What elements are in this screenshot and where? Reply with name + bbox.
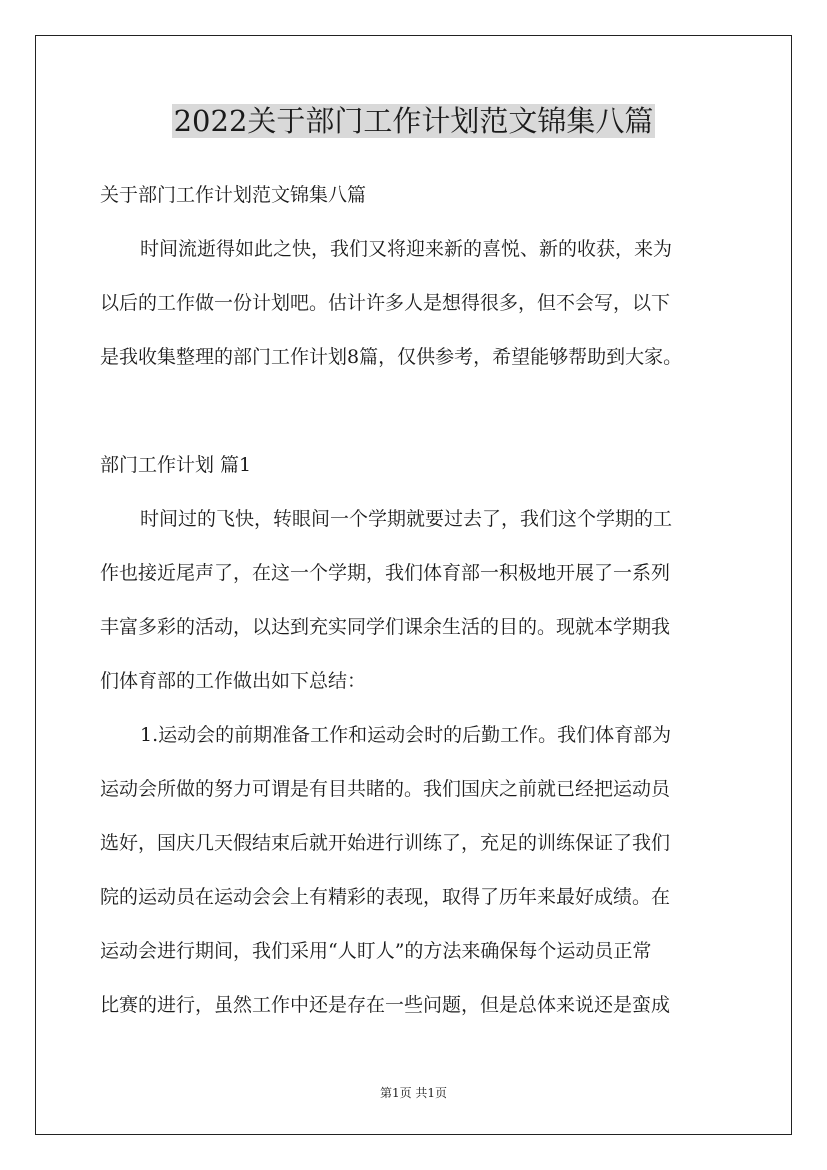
document-subtitle: 关于部门工作计划范文锦集八篇 xyxy=(100,184,367,206)
paragraph-line: 运动会所做的努力可谓是有目共睹的。我们国庆之前就已经把运动员 xyxy=(100,778,671,800)
intro-line: 以后的工作做一份计划吧。估计许多人是想得很多，但不会写，以下 xyxy=(100,292,671,314)
intro-line: 时间流逝得如此之快，我们又将迎来新的喜悦、新的收获，来为 xyxy=(140,238,673,260)
paragraph-line: 比赛的进行，虽然工作中还是存在一些问题，但是总体来说还是蛮成 xyxy=(100,994,671,1016)
paragraph-line: 1.运动会的前期准备工作和运动会时的后勤工作。我们体育部为 xyxy=(140,724,672,746)
paragraph-line: 丰富多彩的活动，以达到充实同学们课余生活的目的。现就本学期我 xyxy=(100,616,671,638)
document-body xyxy=(100,168,732,1032)
spacer xyxy=(100,384,732,438)
paragraph-line: 作也接近尾声了，在这一个学期，我们体育部一积极地开展了一系列 xyxy=(100,562,671,584)
paragraph-line: 时间过的飞快，转眼间一个学期就要过去了，我们这个学期的工 xyxy=(140,508,673,530)
document-title xyxy=(0,100,827,142)
paragraph-line: 院的运动员在运动会会上有精彩的表现，取得了历年来最好成绩。在 xyxy=(100,886,671,908)
document-title-text: 2022关于部门工作计划范文锦集八篇 xyxy=(173,104,654,138)
section-heading: 部门工作计划 篇1 xyxy=(100,454,252,476)
paragraph-line: 运动会进行期间，我们采用“人盯人”的方法来确保每个运动员正常 xyxy=(100,940,652,962)
page-footer: 第1页 共1页 xyxy=(379,1086,448,1100)
intro-line: 是我收集整理的部门工作计划8篇，仅供参考，希望能够帮助到大家。 xyxy=(100,346,683,368)
paragraph-line: 选好，国庆几天假结束后就开始进行训练了，充足的训练保证了我们 xyxy=(100,832,671,854)
paragraph-line: 们体育部的工作做出如下总结： xyxy=(100,670,367,692)
